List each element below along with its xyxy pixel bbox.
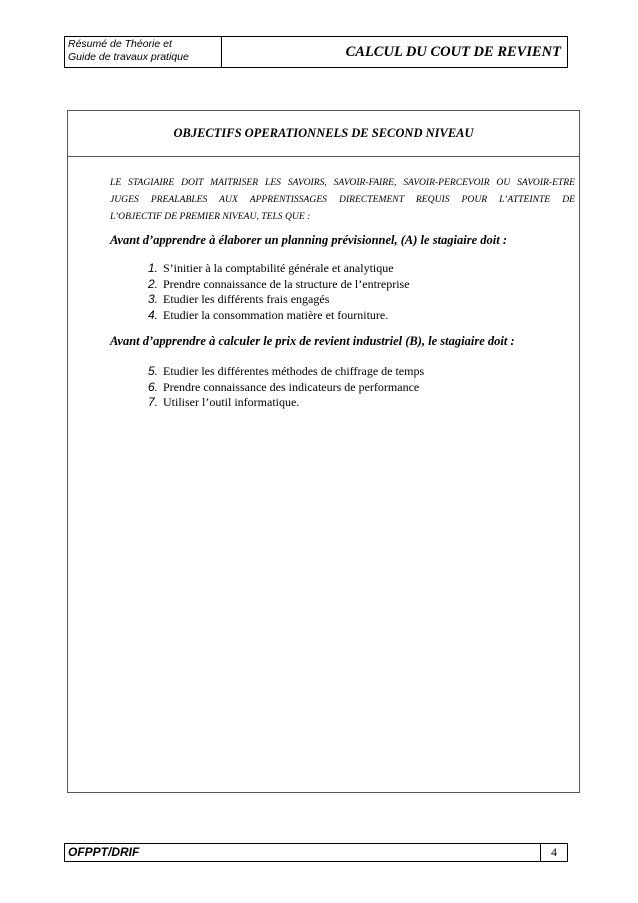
item-number: 7. (148, 395, 159, 409)
group-b-list (148, 364, 424, 411)
group-b-heading: Avant d’apprendre à calculer le prix de revient industriel (B), le stagiaire doit : (110, 334, 515, 348)
list-item (148, 380, 424, 396)
page-number: 4 (540, 844, 567, 861)
item-text: Prendre connaissance des indicateurs de performance (163, 379, 420, 394)
item-text: Prendre connaissance de la structure de l’entreprise (163, 276, 410, 291)
page-header (64, 36, 568, 68)
list-item (148, 308, 410, 324)
item-number: 6. (148, 379, 159, 394)
item-number: 4. (148, 307, 159, 322)
section-title: OBJECTIFS OPERATIONNELS DE SECOND NIVEAU (68, 111, 579, 157)
item-number: 1. (148, 261, 159, 275)
list-item (148, 364, 424, 380)
list-item (148, 292, 410, 308)
intro-line-3: L’OBJECTIF DE PREMIER NIVEAU, TELS QUE : (110, 211, 311, 222)
header-subtitle-line2: Guide de travaux pratique (68, 51, 189, 63)
objectives-frame (67, 110, 580, 793)
header-subtitle (65, 37, 222, 67)
list-item (148, 261, 410, 277)
header-title: CALCUL DU COUT DE REVIENT (345, 43, 561, 60)
footer-organization: OFPPT/DRIF (68, 845, 140, 859)
header-subtitle-line1: Résumé de Théorie et (68, 38, 172, 50)
list-item (148, 277, 410, 293)
item-number: 3. (148, 292, 159, 306)
item-number: 2. (148, 276, 159, 291)
intro-line-2: JUGES PREALABLES AUX APPRENTISSAGES DIRECTEMENT REQUIS POUR L’ATTEINTE DE (110, 194, 575, 205)
intro-line-1: LE STAGIAIRE DOIT MAITRISER LES SAVOIRS, SAVOIR-FAIRE, SAVOIR-PERCEVOIR OU SAVOIR-ETRE (110, 177, 575, 188)
item-text: Etudier la consommation matière et fourniture. (163, 307, 389, 322)
item-number: 5. (148, 364, 159, 378)
group-a-list (148, 261, 410, 323)
item-text: Etudier les différentes méthodes de chiffrage de temps (163, 364, 425, 378)
page-footer (64, 843, 568, 862)
item-text: Etudier les différents frais engagés (163, 292, 330, 306)
item-text: Utiliser l’outil informatique. (163, 395, 300, 409)
item-text: S’initier à la comptabilité générale et analytique (163, 261, 394, 275)
intro-paragraph (110, 174, 575, 225)
list-item (148, 395, 424, 411)
group-a-heading: Avant d’apprendre à élaborer un planning prévisionnel, (A) le stagiaire doit : (110, 233, 508, 247)
